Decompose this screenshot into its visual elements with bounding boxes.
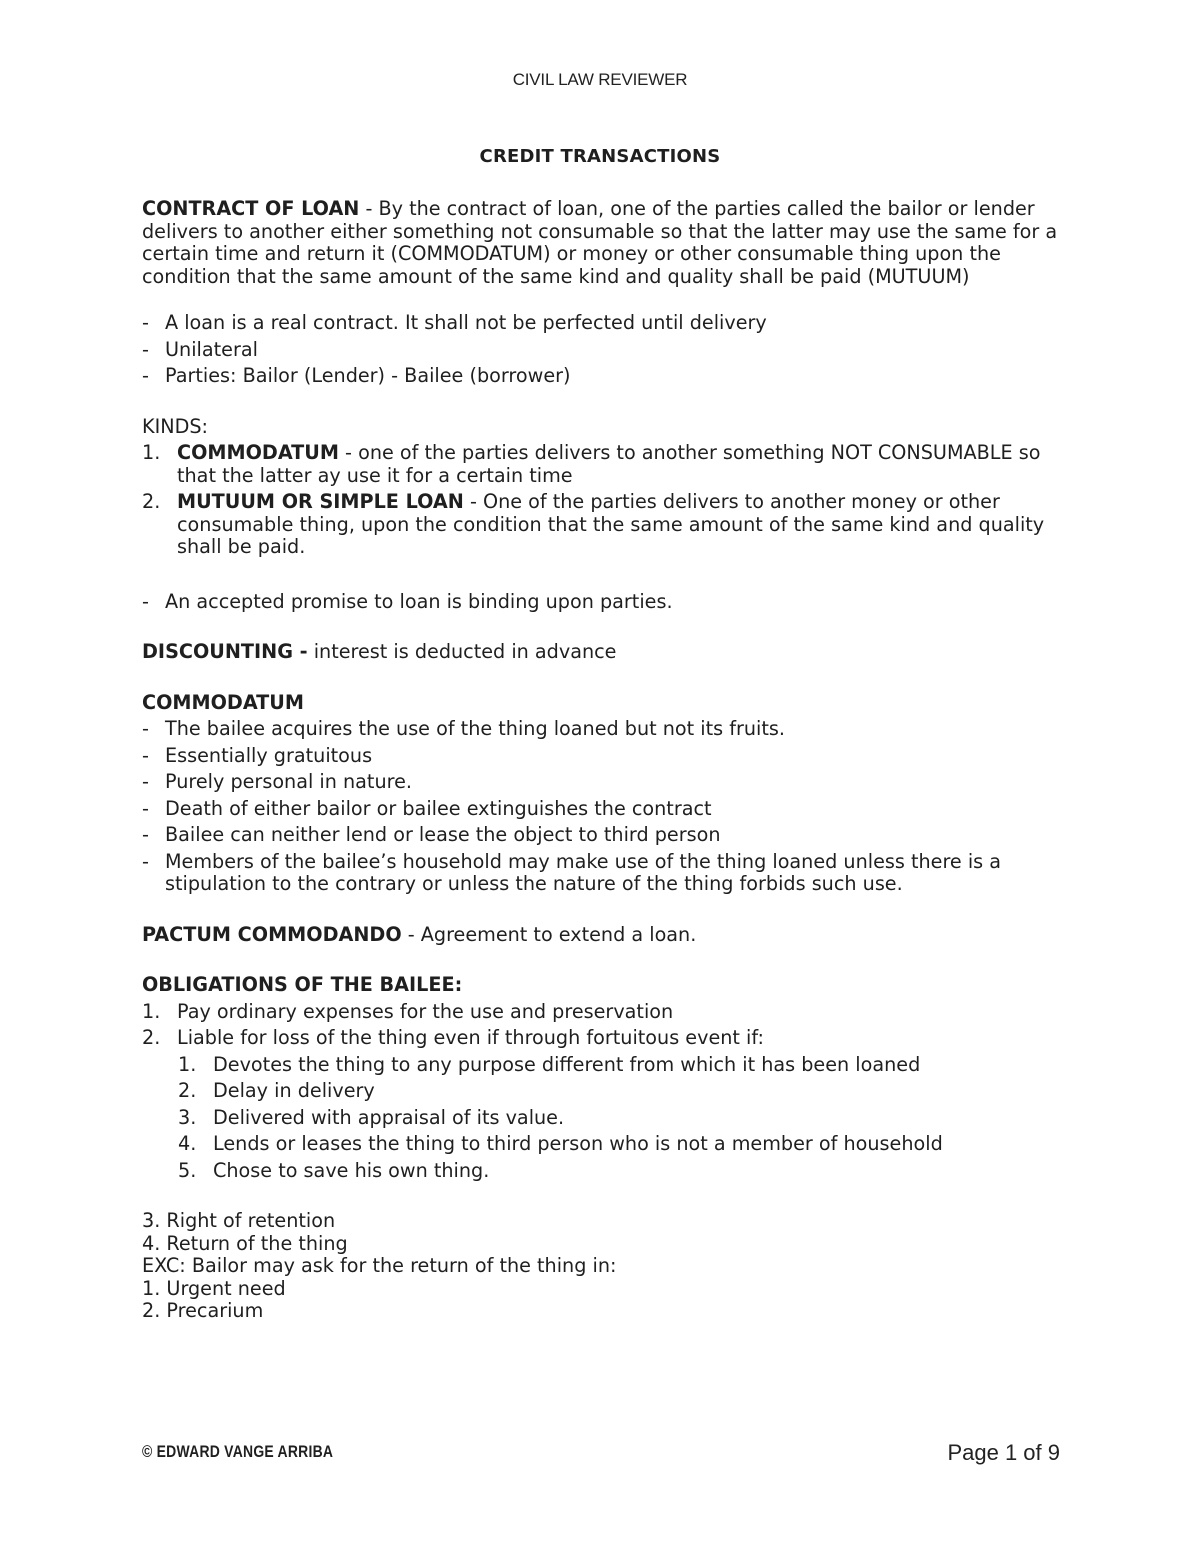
- list-item: 2. Liable for loss of the thing even if through fortuitous event if:: [142, 1027, 1062, 1050]
- list-item: - Parties: Bailor (Lender) - Bailee (borrower): [142, 365, 1062, 388]
- discounting-text: interest is deducted in advance: [307, 640, 617, 663]
- list-item: - Purely personal in nature.: [142, 771, 1062, 794]
- list-item: - A loan is a real contract. It shall not be perfected until delivery: [142, 312, 1062, 335]
- promise-note: An accepted promise to loan is binding upon parties.: [165, 589, 673, 613]
- sub-obligation: Chose to save his own thing.: [213, 1158, 490, 1182]
- commodatum-bullet: The bailee acquires the use of the thing loaned but not its fruits.: [165, 717, 785, 740]
- list-item: - Members of the bailee’s household may make use of the thing loaned unless there is a stipulation to the contrary or unless the nature of the thing forbids such use.: [142, 851, 1062, 896]
- discounting-term: DISCOUNTING -: [142, 640, 308, 663]
- sub-obligation: Delivered with appraisal of its value.: [213, 1105, 565, 1129]
- exception-item: 1. Urgent need: [142, 1276, 286, 1300]
- list-item: 2. Delay in delivery: [178, 1080, 1062, 1103]
- pactum-text: - Agreement to extend a loan.: [401, 922, 697, 946]
- pactum-definition: [142, 924, 1062, 947]
- pactum-term: PACTUM COMMODANDO: [142, 922, 402, 946]
- loan-definition: [142, 198, 1062, 288]
- copyright-footer: © EDWARD VANGE ARRIBA: [142, 1442, 334, 1461]
- page-number: Page 1 of 9: [947, 1440, 1060, 1465]
- list-item: 3. Delivered with appraisal of its value.: [178, 1107, 1062, 1130]
- loan-bullet: A loan is a real contract. It shall not be perfected until delivery: [165, 311, 767, 334]
- list-item: 1. Pay ordinary expenses for the use and preservation: [142, 1001, 1062, 1024]
- commodatum-bullet: Purely personal in nature.: [165, 770, 412, 793]
- obligation-item-3: 3. Right of retention: [142, 1209, 336, 1232]
- list-item: 2. MUTUUM OR SIMPLE LOAN - One of the parties delivers to another money or other consumable thing, upon the condition that the same amount of the same kind and quality shall be paid.: [142, 490, 1045, 558]
- list-item: 4. Lends or leases the thing to third person who is not a member of household: [178, 1133, 1062, 1156]
- kind-term: COMMODATUM: [177, 441, 339, 464]
- list-item: - Essentially gratuitous: [142, 745, 1062, 768]
- kind-text: - One of the parties delivers to another money or other consumable thing, upon the condition that the same amount of the same kind and quality shall be paid.: [177, 490, 1045, 558]
- commodatum-bullet: Death of either bailor or bailee extinguishes the contract: [165, 796, 712, 820]
- exception-line: EXC: Bailor may ask for the return of the thing in:: [142, 1254, 617, 1277]
- kind-term: MUTUUM OR SIMPLE LOAN: [177, 490, 464, 513]
- document-body: [142, 198, 1062, 1323]
- loan-bullet: Parties: Bailor (Lender) - Bailee (borrower): [165, 364, 571, 387]
- loan-bullet: Unilateral: [165, 337, 258, 361]
- commodatum-bullet: Members of the bailee’s household may make use of the thing loaned unless there is a stipulation to the contrary or unless the nature of the thing forbids such use.: [165, 849, 1002, 895]
- loan-term: CONTRACT OF LOAN: [142, 197, 360, 220]
- loan-def-text: - By the contract of loan, one of the parties called the bailor or lender delivers to another either something not consumable so that the latter may use the same for a certain time and return it (COMMODATUM) or money or other consumable thing upon the condition that the same amount of the same kind and quality shall be paid (MUTUUM): [142, 197, 1058, 288]
- kind-text: - one of the parties delivers to another something NOT CONSUMABLE so that the latter ay use it for a certain time: [177, 441, 1041, 487]
- obligation-text: Liable for loss of the thing even if through fortuitous event if:: [177, 1026, 764, 1049]
- list-item: 1. COMMODATUM - one of the parties delivers to another something NOT CONSUMABLE so that the latter ay use it for a certain time: [142, 441, 1041, 487]
- commodatum-bullet: Bailee can neither lend or lease the object to third person: [165, 823, 721, 846]
- list-item: - The bailee acquires the use of the thing loaned but not its fruits.: [142, 718, 1062, 741]
- exception-item: 2. Precarium: [142, 1299, 264, 1322]
- sub-obligation: Lends or leases the thing to third person who is not a member of household: [213, 1132, 943, 1155]
- sub-obligation: Delay in delivery: [213, 1079, 375, 1102]
- list-item: - An accepted promise to loan is binding upon parties.: [142, 591, 1062, 614]
- list-item: - Unilateral: [142, 339, 1062, 362]
- page-title: CREDIT TRANSACTIONS: [479, 146, 721, 167]
- commodatum-heading: COMMODATUM: [142, 690, 304, 714]
- obligation-text: Pay ordinary expenses for the use and preservation: [177, 999, 674, 1023]
- list-item: - Death of either bailor or bailee extinguishes the contract: [142, 798, 1062, 821]
- kinds-label: KINDS:: [142, 414, 209, 438]
- list-item: - Bailee can neither lend or lease the object to third person: [142, 824, 1062, 847]
- obligation-item-4: 4. Return of the thing: [142, 1231, 348, 1255]
- discounting-definition: [142, 641, 1062, 664]
- list-item: 1. Devotes the thing to any purpose different from which it has been loaned: [178, 1054, 1062, 1077]
- list-item: 5. Chose to save his own thing.: [178, 1160, 1062, 1183]
- running-header: CIVIL LAW REVIEWER: [512, 70, 688, 89]
- obligations-heading: OBLIGATIONS OF THE BAILEE:: [142, 973, 463, 996]
- sub-obligation: Devotes the thing to any purpose different from which it has been loaned: [213, 1052, 921, 1076]
- commodatum-bullet: Essentially gratuitous: [165, 743, 373, 767]
